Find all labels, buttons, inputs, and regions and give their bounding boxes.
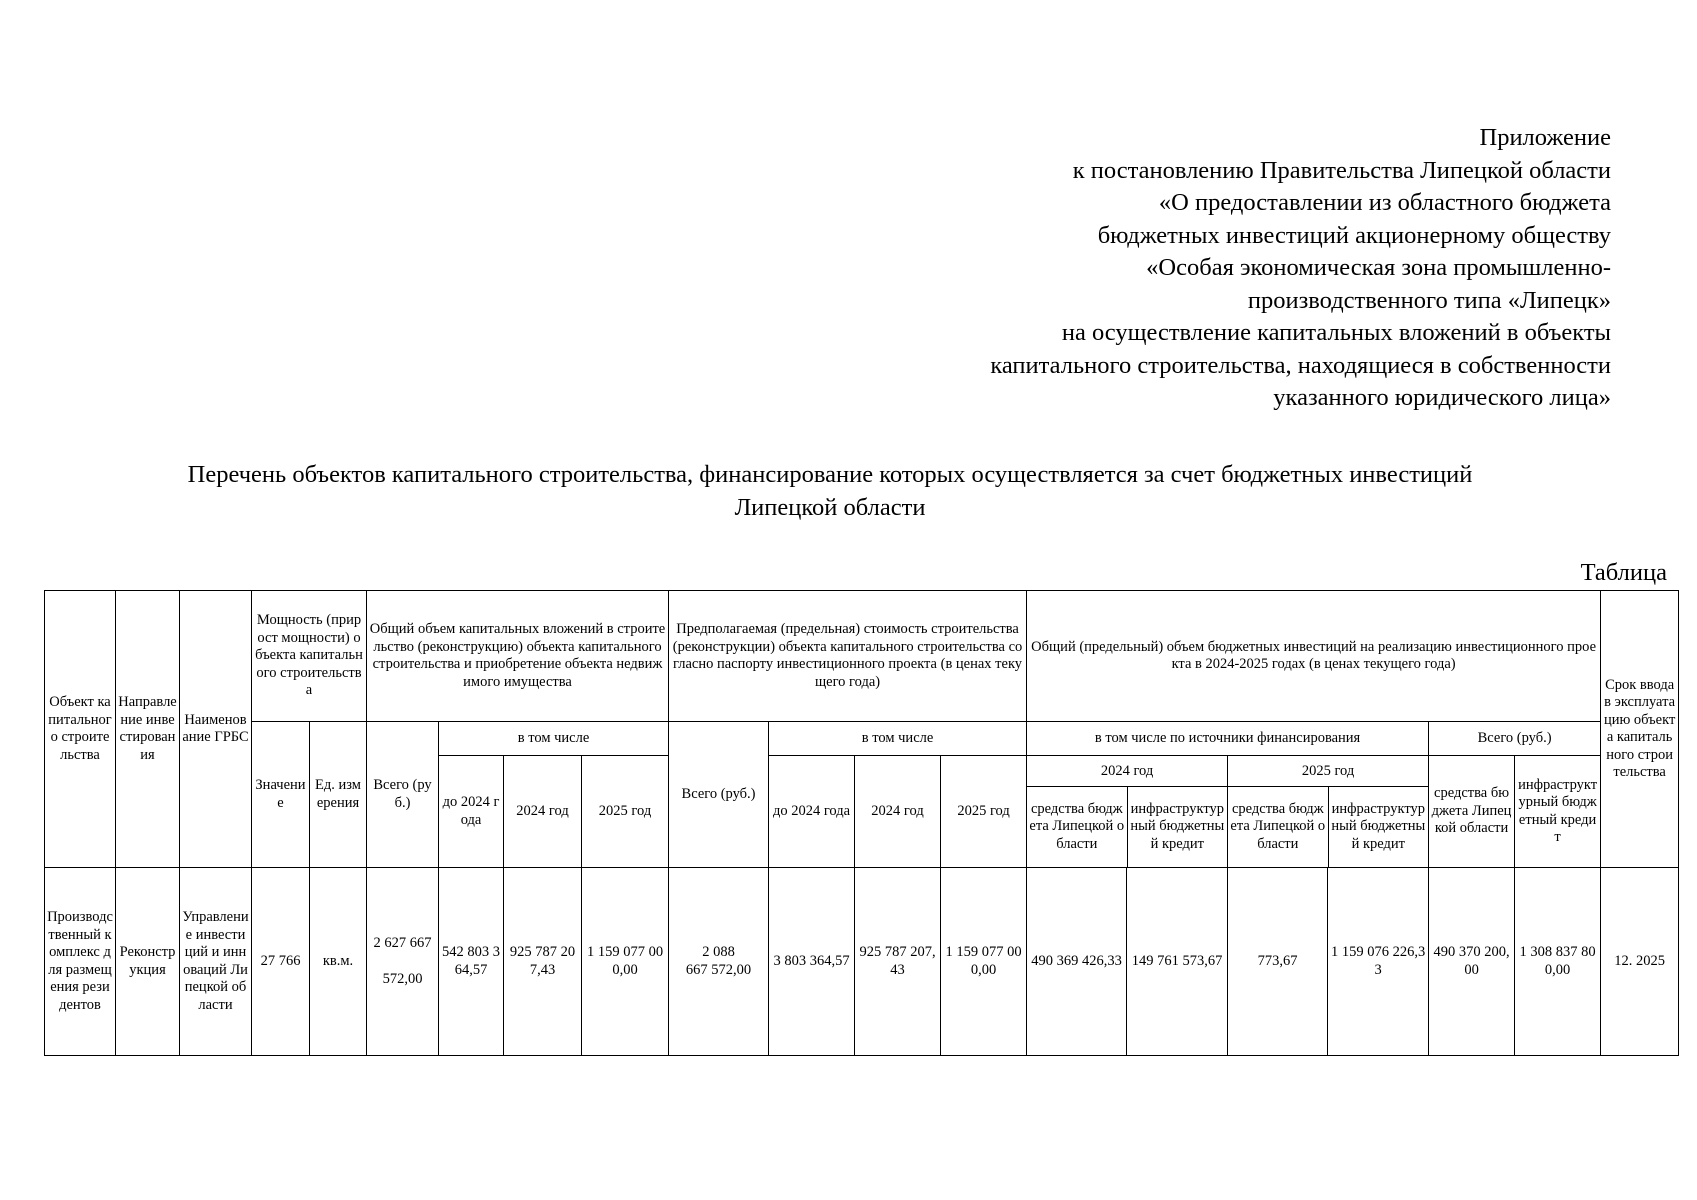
cell-capacity-unit: кв.м. [310,868,367,1056]
header-total-regional: средства бюджета Липецкой области [1429,756,1515,868]
header-capacity-unit: Ед. измерения [310,722,367,868]
cell-direction: Реконструкция [116,868,180,1056]
header-direction: Направление инвестирования [116,591,180,868]
header-tv-before-2024: до 2024 года [439,756,504,868]
header-tv-total: Всего (руб.) [367,722,439,868]
table-label: Таблица [1580,559,1667,586]
header-commissioning: Срок ввода в эксплуатацию объекта капитального строительства [1601,591,1679,868]
document-title-line-1: Перечень объектов капитального строительства, финансирование которых осуществляется за счет бюджетных инвестиций [187,461,1473,488]
appendix-line: капитального строительства, находящиеся в собственности [990,351,1611,379]
document-title [60,458,1600,524]
cell-tv-before-2024: 542 803 364,57 [439,868,504,1056]
header-total-infra: инфраструктурный бюджетный кредит [1515,756,1601,868]
cell-total-infra: 1 308 837 800,00 [1515,868,1601,1056]
cell-grbs: Управление инвестиций и инноваций Липецкой области [180,868,252,1056]
header-tv-including: в том числе [439,722,669,756]
cell-total-regional: 490 370 200,00 [1429,868,1515,1056]
cell-ec-2025: 1 159 077 000,00 [941,868,1027,1056]
appendix-line: Приложение [1479,124,1611,151]
objects-table [44,590,1679,1056]
header-row-2 [45,722,1679,756]
cell-ec-total-part-1: 2 088 [702,944,735,960]
appendix-line: производственного типа «Липецк» [1247,286,1611,314]
cell-tv-total [367,868,439,1056]
cell-ec-2024: 925 787 207,43 [855,868,941,1056]
table-row [45,868,1679,1056]
header-tv-2024: 2024 год [504,756,582,868]
header-budget-investments: Общий (предельный) объем бюджетных инвестиций на реализацию инвестиционного проекта в 2024-2025 годах (в ценах текущего года) [1027,591,1601,722]
header-bi-2024-infra: инфраструктурный бюджетный кредит [1130,800,1225,852]
header-row-1 [45,591,1679,722]
header-object: Объект капитального строительства [45,591,116,868]
cell-bi-2025-regional: 773,67 [1228,868,1328,1056]
cell-ec-total [669,868,769,1056]
header-ec-including: в том числе [769,722,1027,756]
appendix-line: к постановлению Правительства Липецкой области [1072,156,1611,184]
header-bi-total: Всего (руб.) [1429,722,1601,756]
header-capacity-value: Значение [252,722,310,868]
cell-bi-2024-infra: 149 761 573,67 [1127,868,1228,1056]
cell-object: Производственный комплекс для размещения резидентов [45,868,116,1056]
cell-tv-total-part-2: 572,00 [382,970,423,987]
appendix-line: на осуществление капитальных вложений в объекты [1061,319,1611,346]
header-bi-2024-group [1027,756,1228,868]
header-tv-2025: 2025 год [582,756,669,868]
header-ec-total: Всего (руб.) [669,722,769,868]
header-bi-2024-regional: средства бюджета Липецкой области [1027,787,1128,867]
header-bi-2025-infra: инфраструктурный бюджетный кредит [1331,800,1426,852]
appendix-line: бюджетных инвестиций акционерному обществу [1097,221,1611,249]
header-bi-2024: 2024 год [1027,756,1227,787]
cell-capacity-value: 27 766 [252,868,310,1056]
cell-tv-2024: 925 787 207,43 [504,868,582,1056]
header-estimated-cost: Предполагаемая (предельная) стоимость строительства (реконструкции) объекта капитального строительства согласно паспорту инвестиционного проекта (в ценах текущего года) [669,591,1027,722]
header-ec-2024: 2024 год [855,756,941,868]
header-bi-2025-regional: средства бюджета Липецкой области [1228,787,1329,867]
document-title-line-2: Липецкой области [734,494,926,521]
cell-ec-before-2024: 3 803 364,57 [769,868,855,1056]
header-total-volume: Общий объем капитальных вложений в строительство (реконструкцию) объекта капитального строительства и приобретение объекта недвижимого имущества [367,591,669,722]
appendix-header [791,122,1611,415]
appendix-line: «Особая экономическая зона промышленно- [1146,254,1611,281]
header-ec-2025: 2025 год [941,756,1027,868]
cell-commissioning: 12. 2025 [1601,868,1679,1056]
header-bi-sources: в том числе по источники финансирования [1027,722,1429,756]
header-bi-2025-group [1228,756,1429,868]
cell-ec-total-part-2: 667 572,00 [685,961,752,978]
cell-bi-2024-regional: 490 369 426,33 [1027,868,1127,1056]
header-grbs: Наименование ГРБС [180,591,252,868]
header-capacity: Мощность (прирост мощности) объекта капитального строительства [252,591,367,722]
cell-tv-total-part-1: 2 627 667 [373,935,432,951]
header-bi-2025: 2025 год [1228,756,1428,787]
appendix-line: «О предоставлении из областного бюджета [1158,189,1611,216]
cell-bi-2025-infra: 1 159 076 226,33 [1328,868,1429,1056]
appendix-line: указанного юридического лица» [1273,384,1611,411]
header-ec-before-2024: до 2024 года [769,756,855,868]
cell-tv-2025: 1 159 077 000,00 [582,868,669,1056]
